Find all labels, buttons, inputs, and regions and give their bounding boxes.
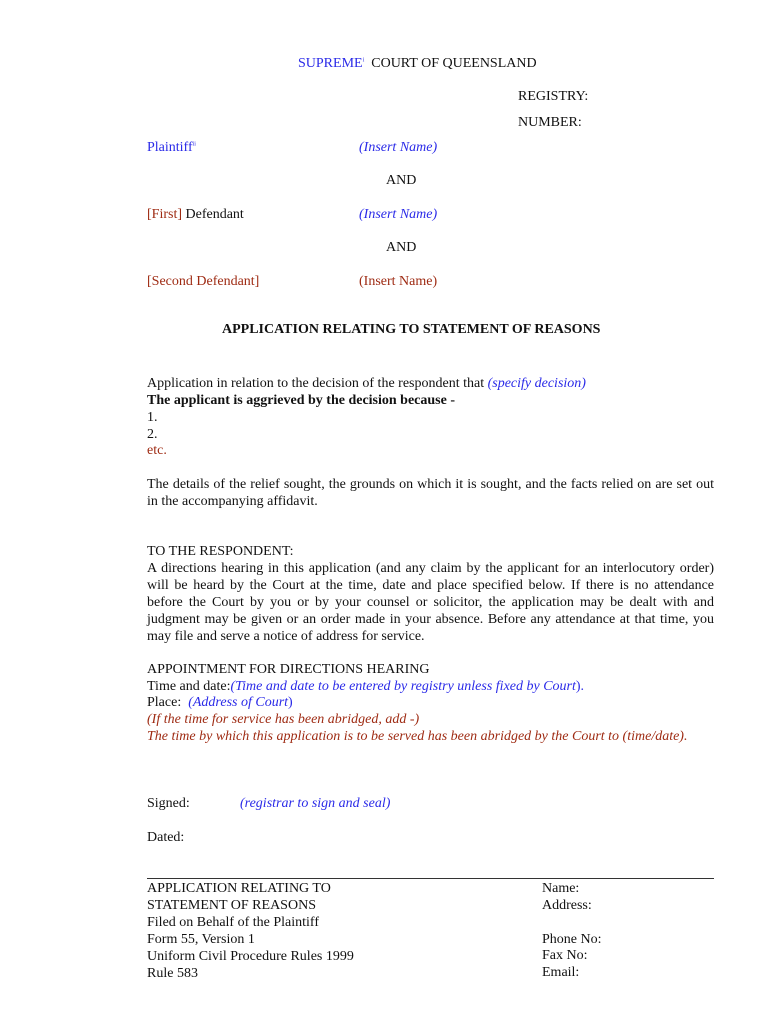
court-heading — [298, 55, 537, 72]
registry-label: REGISTRY: — [518, 89, 589, 104]
second-defendant-label: [Second Defendant] — [147, 274, 260, 289]
details-paragraph: The details of the relief sought, the grounds on which it is sought, and the facts relied on are set out in the accompanying affidavit. — [147, 477, 714, 509]
document-title: APPLICATION RELATING TO STATEMENT OF REASONS — [222, 322, 601, 337]
plaintiff-label — [147, 139, 196, 156]
and-separator-1: AND — [386, 173, 417, 188]
footer-phone-label: Phone No: — [542, 932, 602, 947]
defendant-label — [147, 206, 244, 223]
place-placeholder: (Address of Court — [188, 695, 289, 710]
footer-line-2: STATEMENT OF REASONS — [147, 898, 316, 913]
footer-line-3: Filed on Behalf of the Plaintiff — [147, 915, 319, 930]
footer-email-label: Email: — [542, 965, 580, 980]
and-separator-2: AND — [386, 240, 417, 255]
application-intro-text: Application in relation to the decision of the respondent that — [147, 376, 485, 391]
aggrieved-statement: The applicant is aggrieved by the decision because - — [147, 393, 456, 408]
plaintiff-footnote-marker: ii — [192, 141, 196, 148]
signed-label: Signed: — [147, 796, 190, 811]
footer-line-6: Rule 583 — [147, 966, 198, 981]
court-footnote-marker: i — [362, 57, 365, 64]
reason-etc: etc. — [147, 443, 167, 458]
court-name-supreme: SUPREME — [298, 56, 363, 71]
application-intro — [147, 375, 586, 392]
abridged-text: The time by which this application is to be served has been abridged by the Court to (time/date). — [147, 729, 688, 744]
defendant-label-text: Defendant — [185, 207, 244, 222]
respondent-heading: TO THE RESPONDENT: — [147, 544, 294, 559]
time-placeholder: (Time and date to be entered by registry unless fixed by Court — [230, 679, 576, 694]
footer-name-label: Name: — [542, 881, 580, 896]
place-line — [147, 694, 293, 711]
footer-fax-label: Fax No: — [542, 948, 588, 963]
first-bracket: [First] — [147, 207, 182, 222]
respondent-paragraph: A directions hearing in this application (and any claim by the applicant for an interlocutory order) will be heard by the Court at the time, date and place specified below. If there is no attendance before the Court by you or by your counsel or solicitor, the application may be dealt with and judgment may be given or an order made in your absence. Before any attendance at that time, you may file and serve a notice of address for service. — [147, 561, 714, 644]
place-placeholder-tail: ) — [288, 695, 293, 710]
footer-line-1: APPLICATION RELATING TO — [147, 881, 331, 896]
plaintiff-name-placeholder: (Insert Name) — [359, 140, 438, 155]
footer-divider — [147, 878, 714, 879]
footer-address-label: Address: — [542, 898, 592, 913]
place-label: Place: — [147, 695, 182, 710]
second-defendant-name-placeholder: (Insert Name) — [359, 274, 438, 289]
footer-line-4: Form 55, Version 1 — [147, 932, 255, 947]
defendant-name-placeholder: (Insert Name) — [359, 207, 438, 222]
specify-decision-placeholder: (specify decision) — [487, 376, 586, 391]
plaintiff-label-text: Plaintiff — [147, 140, 193, 155]
court-name-rest: COURT OF QUEENSLAND — [371, 56, 537, 71]
time-and-date-line — [147, 678, 584, 695]
reason-item-1: 1. — [147, 410, 158, 425]
reason-item-2: 2. — [147, 427, 158, 442]
time-placeholder-tail: ). — [575, 679, 585, 694]
number-label: NUMBER: — [518, 115, 582, 130]
appointment-heading: APPOINTMENT FOR DIRECTIONS HEARING — [147, 662, 430, 677]
signed-placeholder: (registrar to sign and seal) — [240, 796, 391, 811]
dated-label: Dated: — [147, 830, 185, 845]
footer-line-5: Uniform Civil Procedure Rules 1999 — [147, 949, 354, 964]
time-label: Time and date: — [147, 679, 231, 694]
footer-left-block — [147, 880, 354, 982]
abridged-note: (If the time for service has been abridged, add -) — [147, 712, 420, 727]
